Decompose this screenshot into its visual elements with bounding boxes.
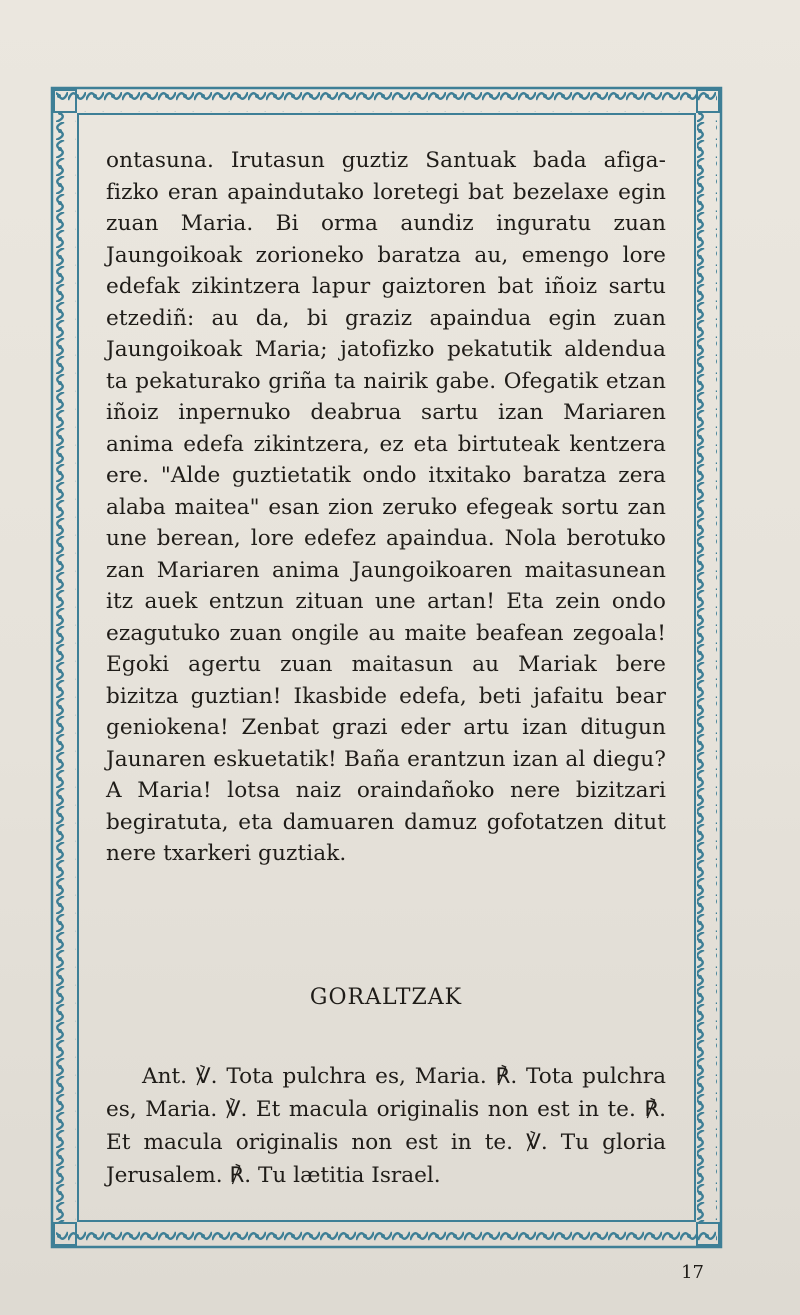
- section-heading: GORALTZAK: [309, 985, 463, 1010]
- page-number: 17: [681, 1262, 704, 1283]
- antiphon-text: Ant. ℣. Tota pulchra es, Maria. ℟. Tota pulchra es, Maria. ℣. Et macula originalis non est in te. ℟. Et macula originalis non est in te. ℣. Tu gloria Jerusalem. ℟. Tu lætitia Israel.: [106, 1064, 666, 1188]
- body-paragraph: ontasuna. Irutasun guztiz Santuak bada afiga-fizko eran apaindutako loretegi bat bezelaxe egin zuan Maria. Bi orma aundiz inguratu zuan Jaungoikoak zorioneko baratza au, emengo lore edefak zikintzera lapur gaiztoren bat iñoiz sartu etzediñ: au da, bi graziz apaindua egin zuan Jaungoikoak Maria; jatofizko pekatutik aldendua ta pekaturako griña ta nairik gabe. Ofegatik etzan iñoiz inpernuko deabrua sartu izan Mariaren anima edefa zikintzera, ez eta birtuteak kentzera ere. "Alde guztietatik ondo itxitako baratza zera alaba maitea" esan zion zeruko efegeak sortu zan une berean, lore edefez apaindua. Nola berotuko zan Mariaren anima Jaungoikoaren maitasunean itz auek entzun zituan une artan! Eta zein ondo ezagutuko zuan ongile au maite beafean zegoala! Egoki agertu zuan maitasun au Mariak bere bizitza guztian! Ikasbide edefa, beti jafaitu bear geniokena! Zenbat grazi eder artu izan ditugun Jaunaren eskuetatik! Baña erantzun izan al diegu? A Maria! lotsa naiz oraindañoko nere bizitzari begiratuta, eta damuaren damuz gofotatzen ditut nere txarkeri guztiak.: [106, 148, 666, 866]
- main-text-block: [106, 145, 666, 870]
